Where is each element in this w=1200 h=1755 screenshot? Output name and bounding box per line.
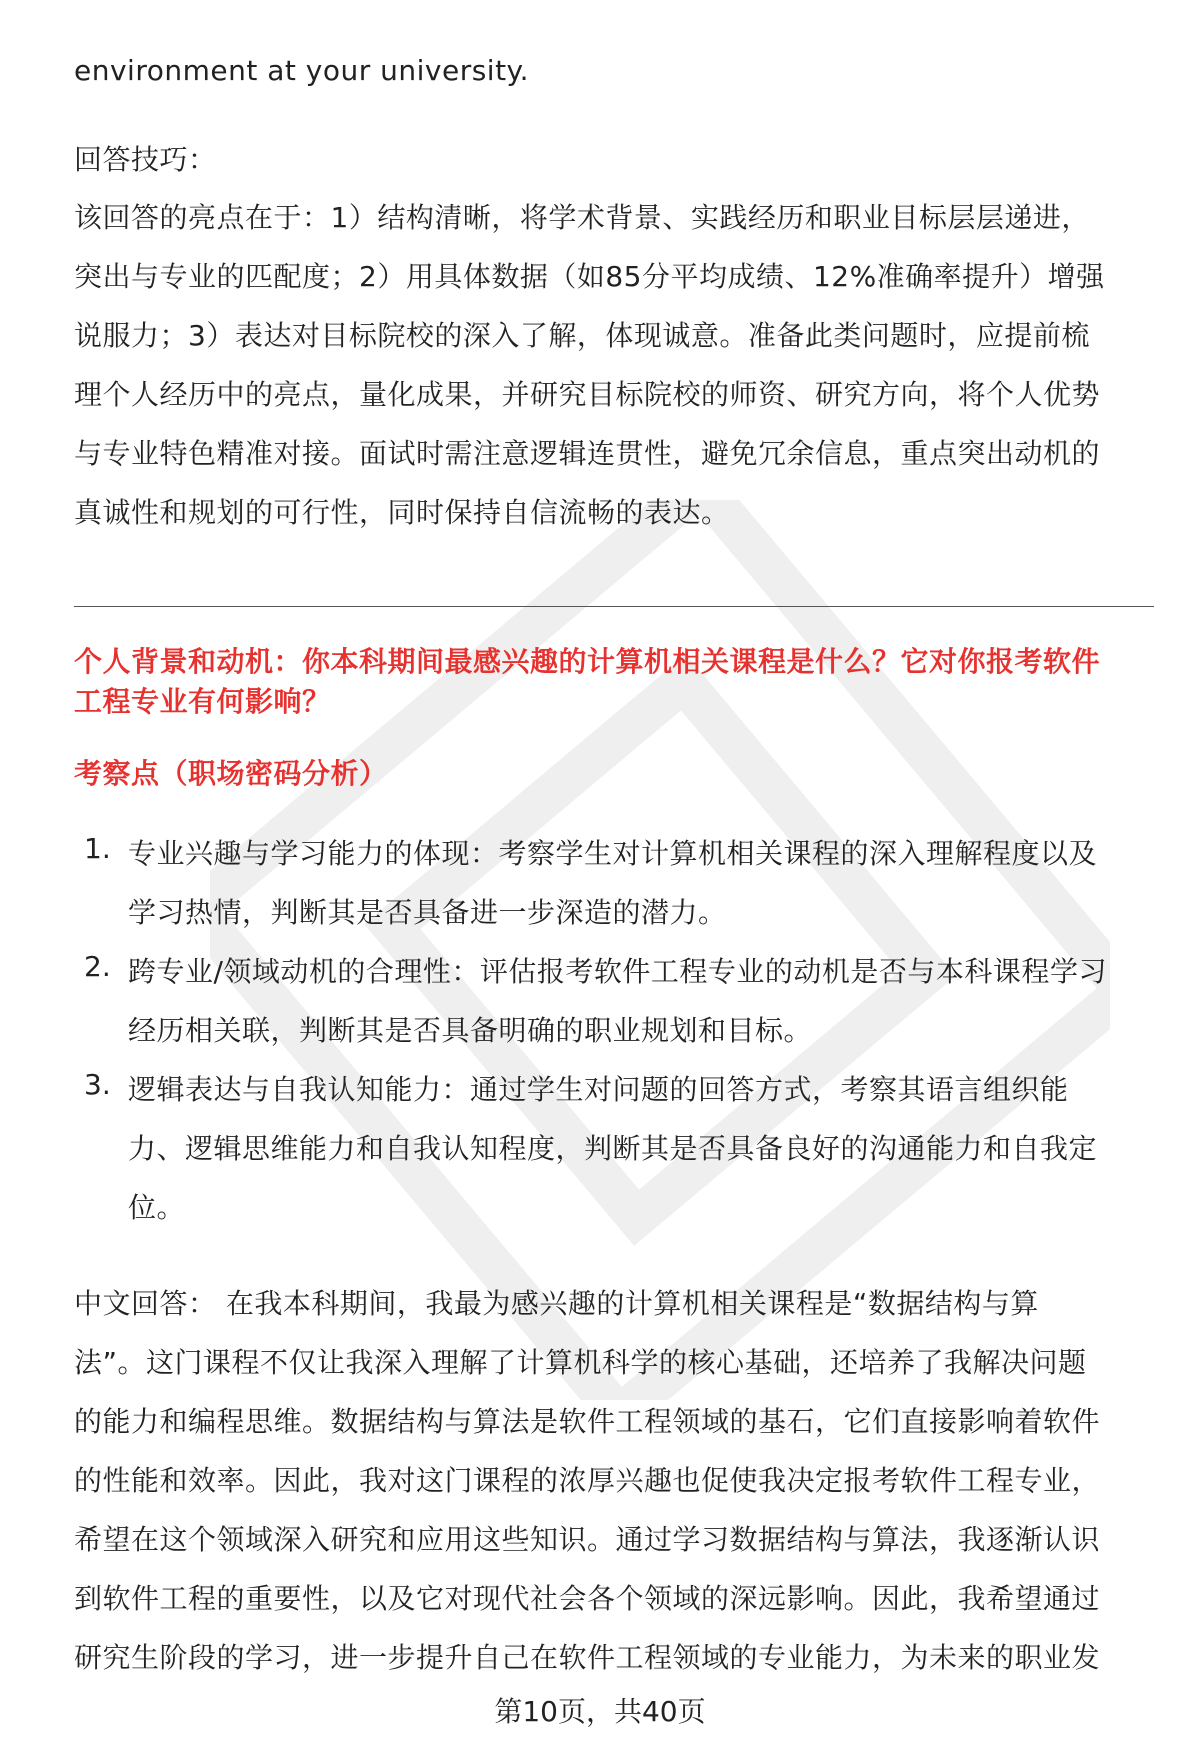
answer-line: 的能力和编程思维。数据结构与算法是软件工程领域的基石，它们直接影响着软件 <box>74 1405 1101 1438</box>
list-item-line: 位。 <box>128 1191 186 1224</box>
list-item-number: 2. <box>84 950 111 983</box>
assessment-heading: 考察点（职场密码分析） <box>74 757 388 790</box>
list-item-line: 逻辑表达与自我认知能力：通过学生对问题的回答方式，考察其语言组织能 <box>128 1073 1069 1106</box>
answer-line: 到软件工程的重要性，以及它对现代社会各个领域的深远影响。因此，我希望通过 <box>74 1582 1101 1615</box>
tips-heading: 回答技巧： <box>74 143 217 176</box>
tips-line: 理个人经历中的亮点，量化成果，并研究目标院校的师资、研究方向，将个人优势 <box>74 378 1101 411</box>
question-title: 工程专业有何影响？ <box>74 685 331 718</box>
answer-line: 希望在这个领域深入研究和应用这些知识。通过学习数据结构与算法，我逐渐认识 <box>74 1523 1101 1556</box>
tips-line: 真诚性和规划的可行性，同时保持自信流畅的表达。 <box>74 496 730 529</box>
section-divider <box>74 606 1154 607</box>
list-item-line: 跨专业/领域动机的合理性：评估报考软件工程专业的动机是否与本科课程学习 <box>128 955 1107 988</box>
list-item-line: 力、逻辑思维能力和自我认知程度，判断其是否具备良好的沟通能力和自我定 <box>128 1132 1098 1165</box>
answer-line: 的性能和效率。因此，我对这门课程的浓厚兴趣也促使我决定报考软件工程专业， <box>74 1464 1101 1497</box>
answer-line: 法”。这门课程不仅让我深入理解了计算机科学的核心基础，还培养了我解决问题 <box>74 1346 1087 1379</box>
page-number-footer: 第10页，共40页 <box>494 1695 706 1728</box>
tips-line: 突出与专业的匹配度；2）用具体数据（如85分平均成绩、12%准确率提升）增强 <box>74 260 1105 293</box>
tips-line: 该回答的亮点在于：1）结构清晰，将学术背景、实践经历和职业目标层层递进， <box>74 201 1090 234</box>
tips-line: 与专业特色精准对接。面试时需注意逻辑连贯性，避免冗余信息，重点突出动机的 <box>74 437 1101 470</box>
list-item-number: 1. <box>84 832 111 865</box>
list-item-line: 学习热情，判断其是否具备进一步深造的潜力。 <box>128 896 727 929</box>
intro-tail-text: environment at your university. <box>74 54 530 87</box>
answer-line: 中文回答： 在我本科期间，我最为感兴趣的计算机相关课程是“数据结构与算 <box>74 1287 1039 1320</box>
tips-line: 说服力；3）表达对目标院校的深入了解，体现诚意。准备此类问题时，应提前梳 <box>74 319 1090 352</box>
list-item-line: 专业兴趣与学习能力的体现：考察学生对计算机相关课程的深入理解程度以及 <box>128 837 1098 870</box>
question-title: 个人背景和动机：你本科期间最感兴趣的计算机相关课程是什么？它对你报考软件 <box>74 645 1101 678</box>
list-item-number: 3. <box>84 1068 111 1101</box>
list-item-line: 经历相关联，判断其是否具备明确的职业规划和目标。 <box>128 1014 813 1047</box>
answer-line: 研究生阶段的学习，进一步提升自己在软件工程领域的专业能力，为未来的职业发 <box>74 1641 1101 1674</box>
